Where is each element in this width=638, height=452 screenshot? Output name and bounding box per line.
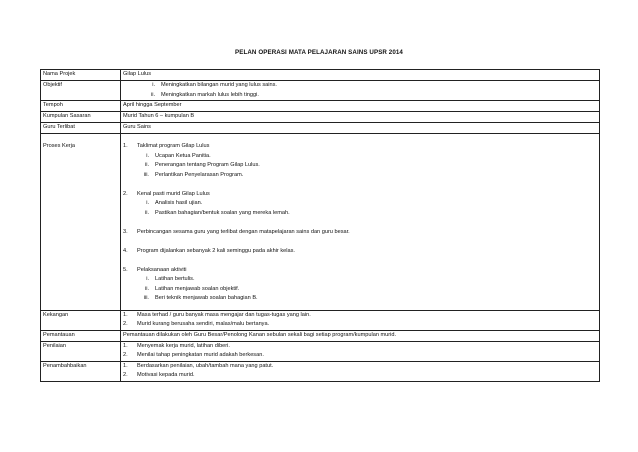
row-kekangan <box>41 310 600 330</box>
row-value <box>121 341 600 361</box>
list-item: ii. Latihan menjawab soalan objektif. <box>144 285 240 292</box>
list-item: 2. Motivasi kepada murid. <box>123 372 195 378</box>
row-label: Guru Terlibat <box>41 123 121 134</box>
row-proses-kerja <box>41 134 600 311</box>
list-item: i. Analisis hasil ujian. <box>146 200 203 206</box>
row-label: Kekangan <box>41 310 121 330</box>
row-value: Gilap Lulus <box>121 70 600 81</box>
list-item: 4. Program dijalankan sebanyak 2 kali seminggu pada akhir kelas. <box>123 247 295 254</box>
list-item: i. Ucapan Ketua Panitia. <box>146 152 211 159</box>
row-label: Objektif <box>41 81 121 101</box>
row-nama-projek <box>41 70 600 81</box>
list-item: 1. Masa terhad / guru banyak masa mengajar dan tugas-tugas yang lain. <box>123 311 311 318</box>
row-objektif <box>41 81 600 101</box>
row-label: Penambahbaikan <box>41 361 121 381</box>
list-item: ii. Penerangan tentang Program Gilap Lulus. <box>144 162 260 168</box>
row-penilaian <box>41 341 600 361</box>
list-item: 1. Taklimat program Gilap Lulus <box>123 143 210 149</box>
row-value: Pemantauan dilakukan oleh Guru Besar/Penolong Kanan sebulan sekali bagi setiap program/kumpulan murid. <box>121 330 600 341</box>
row-label: Tempoh <box>41 101 121 112</box>
row-label: Nama Projek <box>41 70 121 81</box>
list-item: 1. Menyemak kerja murid, latihan diberi. <box>123 342 230 349</box>
list-item: 3. Perbincangan sesama guru yang terlibat dengan matapelajaran sains dan guru besar. <box>123 228 350 235</box>
list-item: iii. Perlantikan Penyelarasan Program. <box>143 171 244 178</box>
list-item: ii. Pastikan bahagian/bentuk soalan yang mereka lemah. <box>144 209 290 216</box>
row-value: Murid Tahun 6 – kumpulan B <box>121 112 600 123</box>
row-value <box>121 81 600 101</box>
list-item: 2. Murid kurang berusaha sendiri, malas/malu bertanya. <box>123 321 270 327</box>
document-title: PELAN OPERASI MATA PELAJARAN SAINS UPSR 2014 <box>235 49 403 56</box>
row-value <box>121 134 600 311</box>
list-item: 1. Berdasarkan penilaian, ubah/tambah mana yang patut. <box>123 362 274 369</box>
row-value <box>121 361 600 381</box>
row-value: Guru Sains <box>121 123 600 134</box>
row-label: Penilaian <box>41 341 121 361</box>
list-item: 2. Kenal pasti murid Gilap Lulus <box>123 190 210 197</box>
list-item: iii. Beri teknik menjawab soalan bahagian B. <box>143 295 258 301</box>
list-item: ii. Meningkatkan markah lulus lebih tinggi. <box>150 91 259 98</box>
list-item: i. Latihan bertulis. <box>146 276 195 282</box>
list-item: 2. Menilai tahap peningkatan murid adakah berkesan. <box>123 352 264 358</box>
list-item: 5. Pelaksanaan aktiviti <box>123 266 187 273</box>
row-pemantauan <box>41 330 600 341</box>
row-kumpulan-sasaran <box>41 112 600 123</box>
row-guru-terlibat <box>41 123 600 134</box>
row-label: Proses Kerja <box>41 134 121 311</box>
row-penambahbaikan <box>41 361 600 381</box>
list-item: i. Meningkatkan bilangan murid yang lulus sains. <box>152 82 277 88</box>
row-label: Pemantauan <box>41 330 121 341</box>
row-label: Kumpulan Sasaran <box>41 112 121 123</box>
row-value: April hingga September <box>121 101 600 112</box>
plan-table <box>40 69 600 382</box>
row-value <box>121 310 600 330</box>
row-tempoh <box>41 101 600 112</box>
